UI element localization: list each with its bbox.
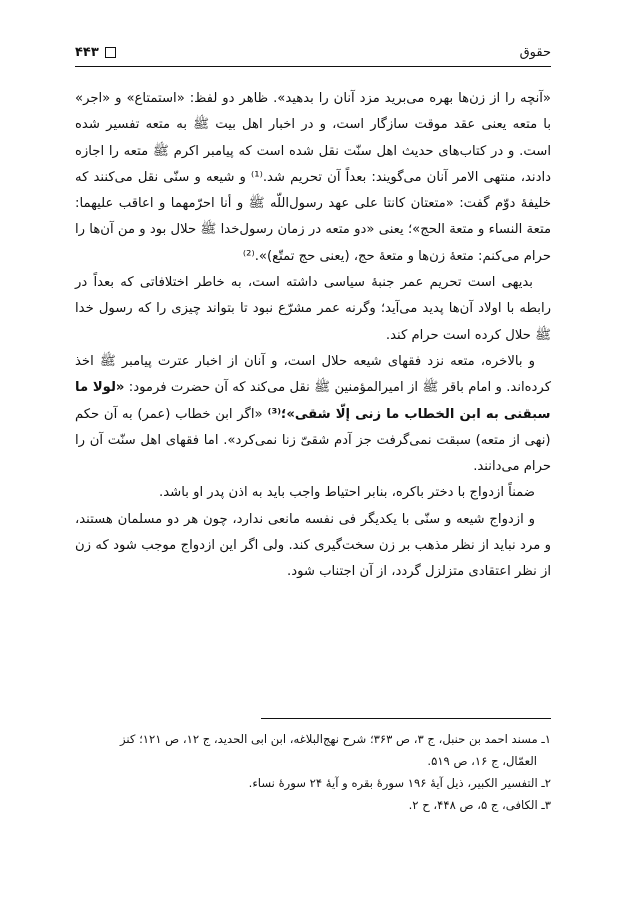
text-line: اخذ کرده‌اند. و امام باقر ﷺ از امیرالمؤمنین ﷺ نقل می‌کند که آن حضرت فرمود: bbox=[75, 353, 551, 396]
text-line: و اعاقب علیهما: متعة النساء و متعة الحج»؛ یعنی «دو متعه در زمان bbox=[75, 196, 552, 238]
main-text bbox=[75, 86, 551, 586]
text-line: می‌کنند که خلیفهٔ دوّم گفت: «متعتان کانتا علی عهد رسول‌اللّه ﷺ و أنا احرّمهما bbox=[75, 169, 552, 212]
text-line: رسول‌خدا ﷺ حلال بود و من آن‌ها را حرام می‌کنم: متعهٔ زن‌ها و متعهٔ حج، (یعنی bbox=[75, 222, 551, 264]
text-line: شده است. و در کتاب‌های حدیث اهل سنّت نقل شده است که پیامبر اکرم ﷺ متعه bbox=[75, 117, 551, 159]
text-line: رابطه با اولاد آن‌ها پدید می‌آید؛ وگرنه عمر مشرّع نبود تا بتواند چیزی را که bbox=[132, 301, 551, 317]
text-line: ضمناً ازدواج با دختر باکره، بنابر احتیاط واجب باید به اذن پدر او باشد. bbox=[159, 485, 535, 501]
text-line: رسول خدا ﷺ حلال کرده است حرام کند. bbox=[75, 301, 551, 343]
text-line: هستند، و مرد نباید از نظر مذهب بر زن سخت‌گیری کند. ولی اگر این ازدواج موجب bbox=[75, 511, 551, 554]
page-header bbox=[75, 42, 551, 62]
footnote-1-continuation: العمّال، ج ۱۶، ص ۵۱۹. bbox=[427, 754, 537, 768]
text-line: بدیهی است تحریم عمر جنبهٔ سیاسی داشته است، به خاطر اختلافاتی که بعداً در bbox=[75, 275, 533, 291]
text-line: «اجر» با متعه یعنی عقد موقت سازگار است، و در اخبار اهل بیت ﷺ به متعه تفسیر bbox=[75, 91, 551, 133]
text-line: را اجازه دادند، منتهی الامر آنان می‌گویند: بعداً آن تحریم شد.⁽¹⁾ و شیعه و سنّی نقل bbox=[75, 143, 551, 185]
text-line: و بالاخره، متعه نزد فقهای شیعه حلال است، و آنان از اخبار عترت پیامبر ﷺ bbox=[93, 353, 535, 369]
footnotes bbox=[75, 728, 551, 816]
text-line: و ازدواج شیعه و سنّی با یکدیگر فی نفسه مانعی ندارد، چون هر دو مسلمان bbox=[112, 511, 535, 527]
text-line: حج تمتّع)».⁽²⁾ bbox=[242, 248, 316, 264]
arabic-hadith-quote: «لولا ما سبقنی به ابن الخطاب ما زنی إلّا شقی»؛⁽³⁾ bbox=[75, 380, 551, 422]
page-number: ۴۴۳ bbox=[75, 44, 99, 60]
paragraph bbox=[75, 480, 551, 506]
header-divider bbox=[75, 66, 551, 67]
section-title: حقوق bbox=[519, 44, 551, 60]
text-line: شود که زن از نظر اعتقادی متزلزل گردد، از آن اجتناب شود. bbox=[75, 538, 551, 580]
paragraph bbox=[75, 270, 551, 349]
footnote-divider bbox=[261, 718, 551, 719]
square-bullet-icon bbox=[105, 47, 116, 58]
text-line: (نهی از متعه) سبقت نمی‌گرفت جز آدم شقیّ زنا نمی‌کرد». اما فقهای اهل سنّت آن را bbox=[75, 432, 551, 448]
text-line: «آنچه را از زن‌ها بهره می‌برید مزد آنان را بدهید». ظاهر دو لفظ: «استمتاع» و bbox=[110, 91, 551, 106]
footnote-2: ۲ـ التفسیر الکبیر، ذیل آیهٔ ۱۹۶ سورهٔ بقره و آیهٔ ۲۴ سورهٔ نساء. bbox=[248, 776, 551, 790]
text-line: «اگر ابن خطاب (عمر) به آن حکم bbox=[75, 406, 263, 422]
paragraph bbox=[75, 507, 551, 586]
paragraph bbox=[75, 86, 551, 270]
footnote-3: ۳ـ الکافی، ج ۵، ص ۴۴۸، ح ۲. bbox=[408, 798, 551, 812]
text-line: حرام می‌دانند. bbox=[473, 459, 551, 475]
paragraph bbox=[75, 349, 551, 480]
page-number-group bbox=[75, 45, 116, 60]
footnote-1: ۱ـ مسند احمد بن حنبل، ج ۳، ص ۳۶۳؛ شرح نهج‌البلاغه، ابن ابی الحدید، ج ۱۲، ص ۱۲۱؛ کنز bbox=[119, 732, 551, 746]
